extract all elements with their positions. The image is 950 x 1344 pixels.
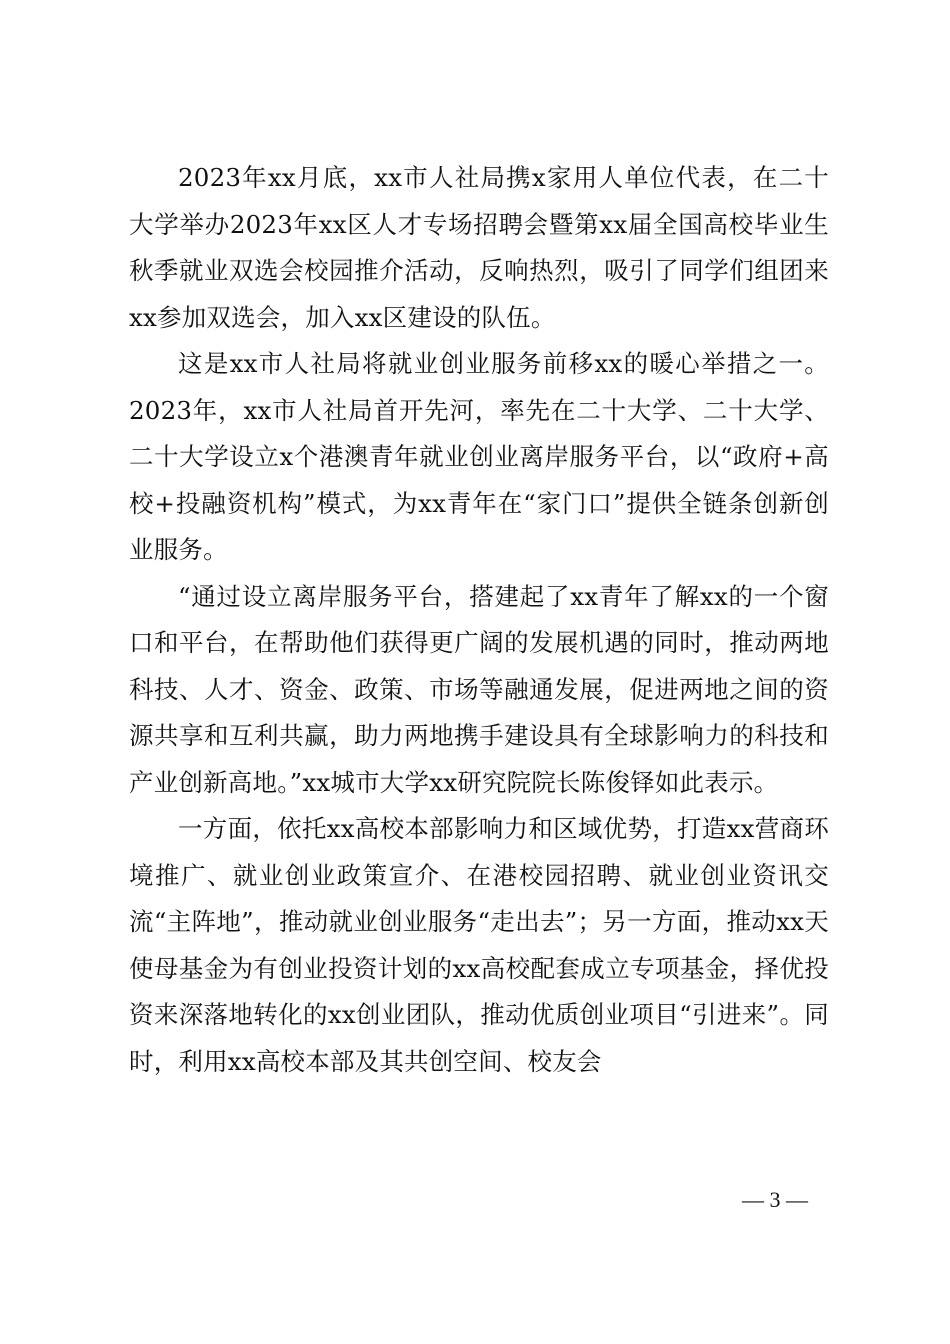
paragraph-2: 这是xx市人社局将就业创业服务前移xx的暖心举措之一。2023年，xx市人社局首开先河，率先在二十大学、二十大学、二十大学设立x个港澳青年就业创业离岸服务平台，以“政府+高校+投融资机构”模式，为xx青年在“家门口”提供全链条创新创业服务。 — [129, 349, 829, 564]
paragraph-1: 2023年xx月底，xx市人社局携x家用人单位代表，在二十大学举办2023年xx区人才专场招聘会暨第xx届全国高校毕业生秋季就业双选会校园推介活动，反响热烈，吸引了同学们组团来xx参加双选会，加入xx区建设的队伍。 — [129, 163, 829, 332]
page-number: — 3 — — [742, 1187, 808, 1212]
paragraph-3: “通过设立离岸服务平台，搭建起了xx青年了解xx的一个窗口和平台，在帮助他们获得更广阔的发展机遇的同时，推动两地科技、人才、资金、政策、市场等融通发展，促进两地之间的资源共享和互利共赢，助力两地携手建设具有全球影响力的科技和产业创新高地。”xx城市大学xx研究院院长陈俊铎如此表示。 — [129, 581, 829, 797]
paragraph-4: 一方面，依托xx高校本部影响力和区域优势，打造xx营商环境推广、就业创业政策宣介、在港校园招聘、就业创业资讯交流“主阵地”，推动就业创业服务“走出去”；另一方面，推动xx天使母基金为有创业投资计划的xx高校配套成立专项基金，择优投资来深落地转化的xx创业团队，推动优质创业项目“引进来”。同时，利用xx高校本部及其共创空间、校友会 — [129, 814, 829, 1076]
document-body — [129, 155, 829, 1085]
